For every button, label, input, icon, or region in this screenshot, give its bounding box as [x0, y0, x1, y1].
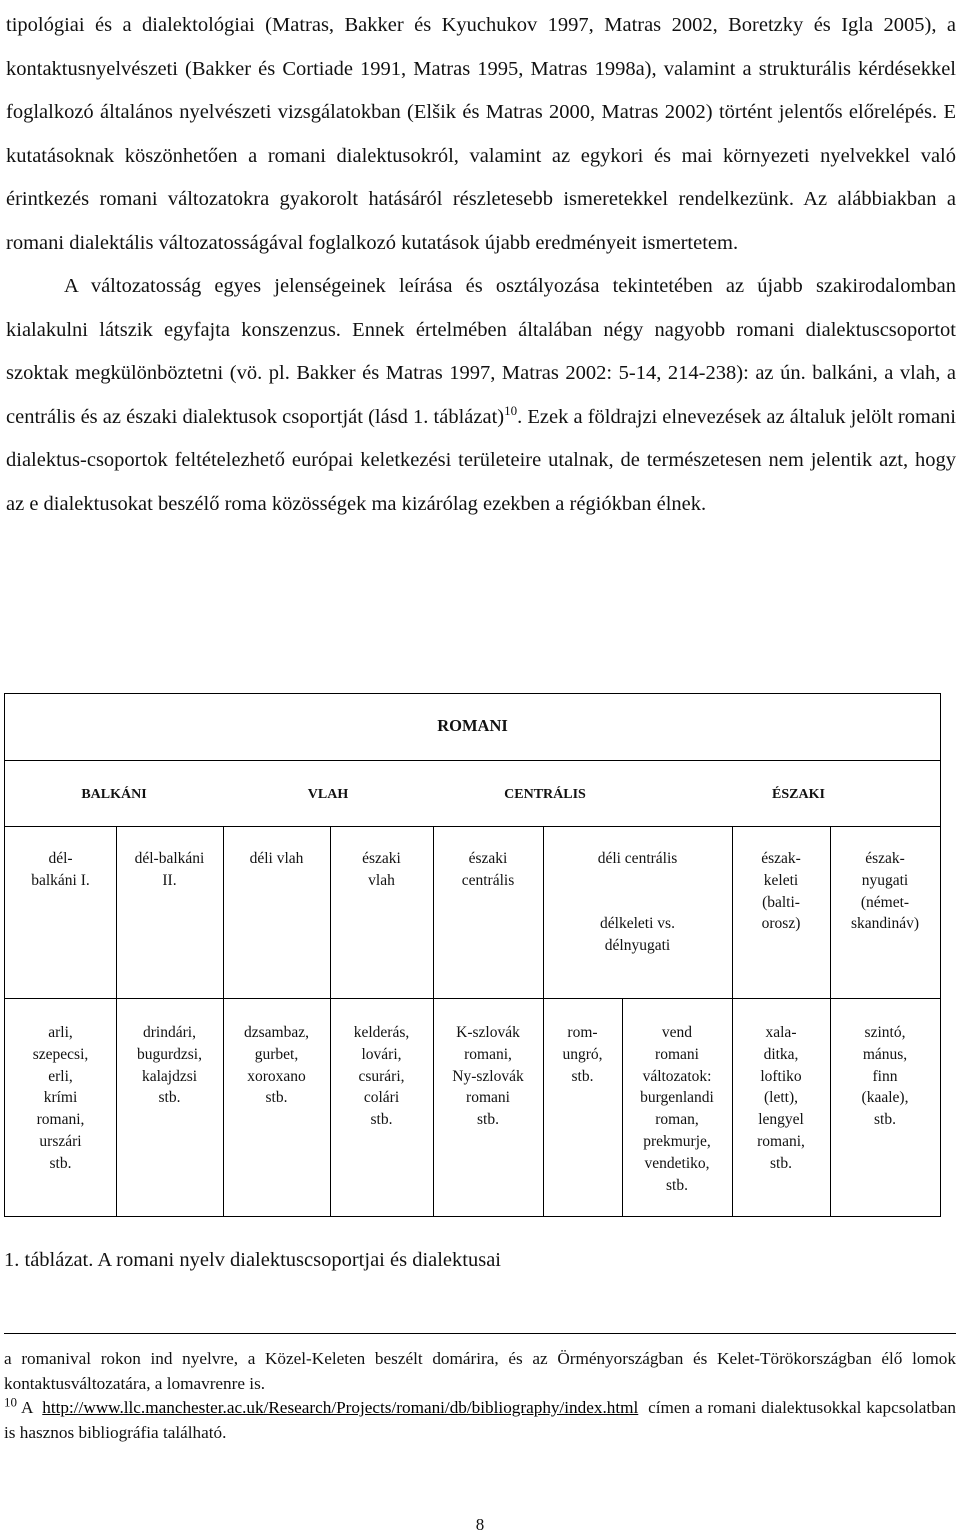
paragraph-1: tipológiai és a dialektológiai (Matras, Bakker és Kyuchukov 1997, Matras 2002, Boretzky és Igla 2005), a kontaktusnyelvészeti (Bakker és Cortiade 1991, Matras 1995, Matras 1998a), valamint a strukturális kérdésekkel foglalkozó általános nyelvészeti vizsgálatokban (Elšik és Matras 2000, Matras 2002) történt jelentős előrelépés. E kutatásoknak köszönhetően a romani dialektusokról, valamint az egykori és mai környezeti nyelvekkel való érintkezés romani változatokra gyakorolt hatásáról részletesebb ismeretekkel rendelkezünk. Az alábbiakban a romani dialektális változatosságával foglalkozó kutatások újabb eredményeit ismertetem.	[6, 14, 956, 254]
subgroup-cell: északi centrális	[461, 850, 515, 889]
footnote-separator	[4, 1333, 956, 1334]
dialect-cell: szintó, mánus, finn (kaale), stb.	[861, 1024, 909, 1129]
group-header-centralis: CENTRÁLIS	[504, 787, 586, 802]
footnote-ref-10[interactable]: 10	[504, 402, 518, 418]
table-title: ROMANI	[437, 716, 508, 735]
table-rule	[5, 826, 940, 827]
dialect-cell: rom- ungró, stb.	[562, 1024, 603, 1085]
footnote-10-text-cont: címen a romani dialektusokkal kapcsolatban is hasznos bibliográfia található.	[4, 1398, 957, 1442]
table-caption: 1. táblázat. A romani nyelv dialektuscsoportjai és dialektusai	[4, 1249, 501, 1271]
footnote-10-mark: 10	[4, 1394, 17, 1410]
dialect-cell: kelderás, lovári, csurári, colári stb.	[353, 1024, 410, 1129]
dialect-cell: arli, szepecsi, erli, krími romani, urszári stb.	[32, 1024, 89, 1172]
subgroup-cell: észak- nyugati (német- skandináv)	[850, 850, 919, 933]
footnotes	[4, 1347, 956, 1445]
footnote-continued: a romanival rokon ind nyelvre, a Közel-Keleten beszélt domárira, és az Örményországban és Kelet-Törökországban élő lomok kontaktusváltozatára, a lomavrenre is.	[4, 1349, 956, 1393]
dialect-cell: K-szlovák romani, Ny-szlovák romani stb.	[452, 1024, 524, 1129]
subgroup-cell: észak- keleti (balti- orosz)	[761, 850, 801, 933]
subgroup-cell: északi vlah	[362, 850, 401, 889]
footnote-10-text: A	[20, 1398, 33, 1417]
group-header-balkani: BALKÁNI	[81, 787, 147, 802]
subgroup-cell: déli vlah	[249, 850, 304, 867]
dialect-cell: xala- ditka, loftiko (lett), lengyel romani, stb.	[757, 1024, 805, 1172]
page-number: 8	[475, 1515, 485, 1534]
paragraph-2-text: A változatosság egyes jelenségeinek leírása és osztályozása tekintetében az újabb szakirodalomban kialakulni látszik egyfajta konszenzus. Ennek értelmében általában négy nagyobb romani dialektuscsoportot szoktak megkülönböztetni (vö. pl. Bakker és Matras 1997, Matras 2002: 5-14, 214-238): az ún. balkáni, a vlah, a centrális és az északi dialektusok csoportját (lásd 1. táblázat)	[6, 275, 956, 428]
table-rule	[5, 998, 940, 999]
body-text	[6, 4, 956, 526]
dialect-cell: vend romani változatok: burgenlandi roman, prekmurje, vendetiko, stb.	[640, 1024, 714, 1194]
subgroup-cell: dél- balkáni I.	[31, 850, 90, 889]
dialect-cell: drindári, bugurdzsi, kalajdzsi stb.	[136, 1024, 202, 1107]
subgroup-cell: dél-balkáni II.	[134, 850, 205, 889]
paragraph-2	[6, 275, 956, 515]
dialect-table	[4, 693, 941, 1217]
dialect-cell: dzsambaz, gurbet, xoroxano stb.	[244, 1024, 309, 1107]
table-rule	[5, 760, 940, 761]
bibliography-link[interactable]: http://www.llc.manchester.ac.uk/Research/Projects/romani/db/bibliography/index.html	[42, 1398, 639, 1417]
paragraph-2-text-cont: . Ezek a földrajzi elnevezések az általuk jelölt romani dialektus-csoportok feltételezhető európai keletkezési területeire utalnak, de természetesen nem jelentik azt, hogy az e dialektusokat beszélő roma közösségek ma kizárólag ezekben a régiókban élnek.	[6, 405, 956, 515]
subgroup-cell: déli centrális délkeleti vs. délnyugati	[597, 850, 678, 955]
group-header-vlah: VLAH	[307, 787, 349, 802]
group-header-eszaki: ÉSZAKI	[772, 787, 825, 802]
footnote-10	[4, 1396, 956, 1445]
